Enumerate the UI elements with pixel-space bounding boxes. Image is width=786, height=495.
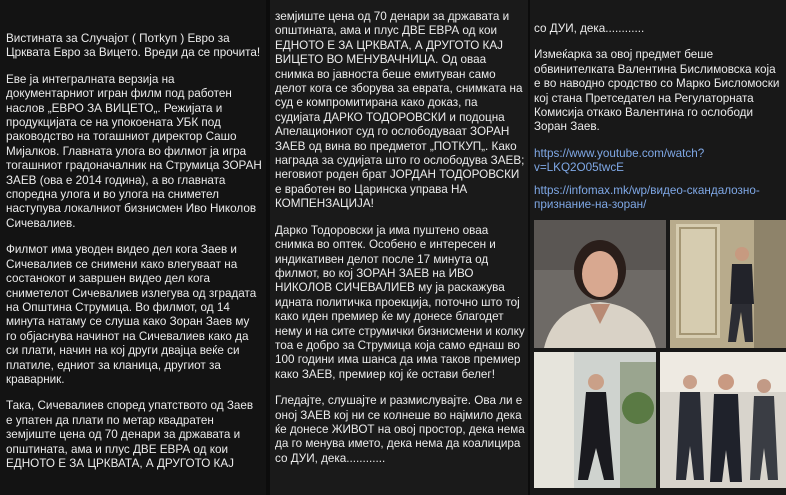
post-paragraph: со ДУИ, дека............ <box>534 22 645 35</box>
post-paragraph: Еве ја интегралната верзија на документарниот игран филм под работен наслов „ЕВРО ЗА ВИЦЕТО„. Режијата и продукцијата се на упокоената УБК под раководство на тогашниот директор Сашо Мијалков. Главната улога во филмот ја игра тогашниот градоначалник на Струмица ЗОРАН ЗАЕВ (ова е 2014 година), а во главната споредна улога и во улога на сниметел наступува локалниот бизнисмен Иво Николов Сичевалиев. <box>6 72 266 230</box>
post-paragraph: земјиште цена од 70 денари за државата и општината, ама и плус ДВЕ ЕВРА од кои ЕДНОТО Е ЗА ЦРКВАТА, А ДРУГОТО КАЈ ВИЦЕТО ВО МЕНУВАЧНИЦА. Од оваа снимка во јавноста беше емитуван само делот кога се зборува за еврата, снимката на суд е компромитирана како доказ, па судијата ДАРКО ТОДОРОВСКИ и подоцна Апелациониот суд го ослободуваат ЗОРАН ЗАЕВ од вина во предметот „ПОТКУП„. Како награда за судијата што го ослободува ЗАЕВ; неговиот роден брат ЈОРДАН ТОДОРОВСКИ е вработен во Царинска управа НА КОМПЕНЗАЦИЈА! <box>275 10 528 211</box>
post-paragraph: Гледајте, слушајте и размислувајте. Ова ли е оној ЗАЕВ кој ни се колнеше во најмило дека ќе донесе ЖИВОТ на овој простор, дека нема да го менува името, дека нема да коалицира со ДУИ, дека............ <box>275 394 528 465</box>
post-paragraph: Така, Сичевалиев според упатството од Заев е упатен да плати по метар квадратен земјиште цена од 70 денари за државата и општината, ама и плус ДВЕ ЕВРА од кои ЕДНОТО Е ЗА ЦРКВАТА, А ДРУГОТО КАЈ <box>6 399 257 470</box>
photo-man-walking <box>670 220 786 348</box>
post-paragraph: Вистината за Случајот ( Потkуп ) Евро за Црквата Евро за Вицето. Вреди да се прочита! <box>6 32 261 60</box>
photo-collage <box>534 220 782 488</box>
post-column-1 <box>0 0 266 495</box>
youtube-link[interactable]: https://www.youtube.com/watch?v=LKQ2O05twcE <box>534 146 705 175</box>
post-paragraph: Филмот има уводен видео дел кога Заев и Сичевалиев се снимени како влегуваат на состанокот и завршен видео дел кога сниметелот Сичевалиев излегува од зградата на Општина Струмица. Во филмот, од 14 минута натаму се слуша како Зоран Заев му го објаснува начинот на Сичевалиев како да си плати, начин на кој други двајца веќе си платиле, едниот за кланица, другиот за краварник. <box>6 243 260 386</box>
post-paragraph: Измеќарка за овој предмет беше обвинителката Валентина Бислимовска која е во наводно сродство со Марко Бисломоски кој стана Претседател на Регулаторната Комисија откако Валентина го ослободи Зоран Заев. <box>534 48 783 134</box>
post-column-3 <box>530 0 786 495</box>
photo-woman-portrait <box>534 220 666 348</box>
post-column-2 <box>270 0 528 495</box>
post-paragraph: Дарко Тодоровски ја има пуштено оваа снимка во оптек. Особено е интересен и индикативен делот после 17 минута од филмот, во кој ЗОРАН ЗАЕВ на ИВО НИКОЛОВ СИЧЕВАЛИЕВ му ја раскажува идната политичка проекција, поточно што тој како иден премиер ќе му донесе благодет нему и на сите струмички бизнисмени и колку тоа е добро за Струмица која само еднаш во 100 години има шанса да има таков премиер како ЗАЕВ, премиер кој ќе остави белег! <box>275 223 528 381</box>
infomax-link[interactable]: https://infomax.mk/wp/видео-скандалозно-признание-на-зоран/ <box>534 183 760 212</box>
photo-men-walking <box>660 352 786 488</box>
photo-woman-walking <box>534 352 656 488</box>
